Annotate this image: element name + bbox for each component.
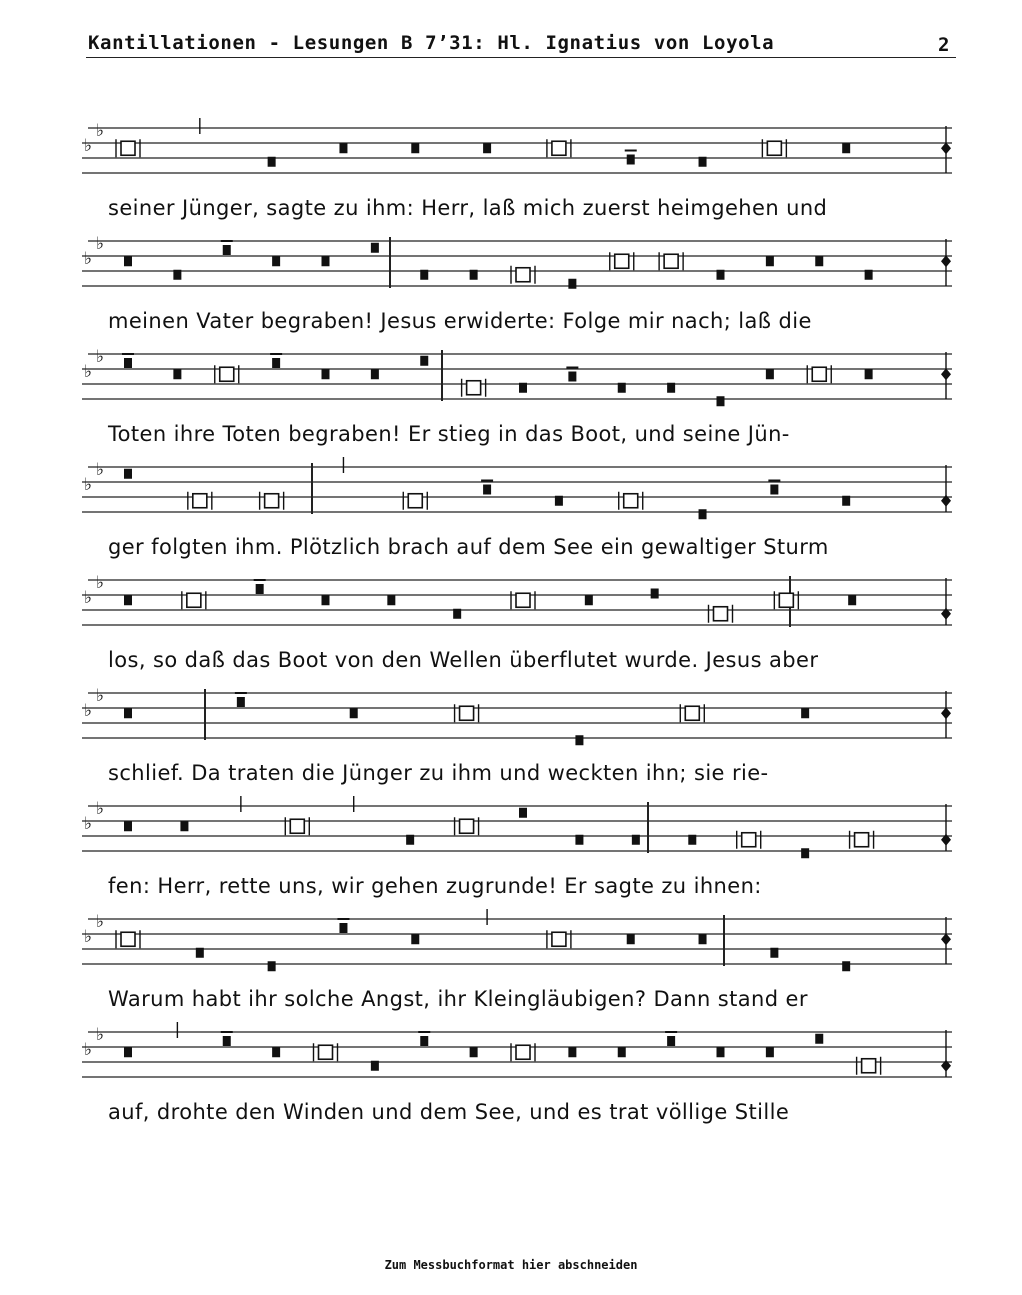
chant-note [256,584,264,594]
flat-icon: ♭ [84,814,93,834]
lyric-line-3: Toten ihre Toten begraben! Er stieg in das Boot, und seine Jün- [108,422,790,446]
chant-note [196,948,204,958]
chant-note [842,961,850,971]
chant-note [268,961,276,971]
chant-note [272,1047,280,1057]
chant-note [420,270,428,280]
flat-icon: ♭ [96,799,105,819]
chant-note [801,708,809,718]
chant-note [766,256,774,266]
reciting-note [552,141,566,155]
chant-note [371,1061,379,1071]
chant-note [339,143,347,153]
reciting-note [714,607,728,621]
chant-note [632,835,640,845]
reciting-note [220,367,234,381]
chant-note [842,143,850,153]
chant-note [699,934,707,944]
chant-note [411,934,419,944]
chant-note [627,934,635,944]
reciting-note [516,268,530,282]
chant-note [272,358,280,368]
chant-note [865,270,873,280]
chant-note [483,143,491,153]
chant-note [470,1047,478,1057]
chant-note [585,595,593,605]
chant-note [766,1047,774,1057]
chant-note [268,157,276,167]
staff-system-5 [82,573,952,627]
lyric-line-1: seiner Jünger, sagte zu ihm: Herr, laß mich zuerst heimgehen und [108,196,828,220]
chant-note [124,256,132,266]
flat-icon: ♭ [96,912,105,932]
staff-system-2 [82,234,952,289]
chant-note [371,369,379,379]
chant-note [420,1036,428,1046]
flat-icon: ♭ [84,701,93,721]
chant-note [124,469,132,479]
chant-note [770,485,778,495]
reciting-note [552,932,566,946]
flat-icon: ♭ [84,475,93,495]
chant-note [483,485,491,495]
chant-note [124,1047,132,1057]
chant-note [568,372,576,382]
chant-note [575,735,583,745]
flat-icon: ♭ [96,1025,105,1045]
chant-note [173,369,181,379]
final-note [941,933,951,945]
staff-system-7 [82,796,952,858]
flat-icon: ♭ [96,460,105,480]
lyric-line-4: ger folgten ihm. Plötzlich brach auf dem See ein gewaltiger Sturm [108,535,829,559]
chant-note [322,369,330,379]
reciting-note [767,141,781,155]
reciting-note [290,819,304,833]
chant-note [173,270,181,280]
chant-note [519,383,527,393]
chant-note [575,835,583,845]
chant-note [651,589,659,599]
chant-note [406,835,414,845]
reciting-note [121,932,135,946]
reciting-note [855,833,869,847]
final-note [941,255,951,267]
flat-icon: ♭ [84,136,93,156]
chant-note [470,270,478,280]
staff-system-8 [82,909,952,971]
chant-note [667,383,675,393]
chant-note [801,848,809,858]
reciting-note [516,1045,530,1059]
chant-note [420,356,428,366]
chant-note [815,256,823,266]
chant-note [699,509,707,519]
chant-note [717,396,725,406]
chant-note [180,821,188,831]
flat-icon: ♭ [96,573,105,593]
flat-icon: ♭ [84,362,93,382]
chant-note [842,496,850,506]
chant-note [848,595,856,605]
reciting-note [615,254,629,268]
final-note [941,707,951,719]
reciting-note [742,833,756,847]
lyric-line-7: fen: Herr, rette uns, wir gehen zugrunde! Er sagte zu ihnen: [108,874,762,898]
reciting-note [121,141,135,155]
reciting-note [467,381,481,395]
chant-note [766,369,774,379]
chant-note [322,595,330,605]
chant-note [865,369,873,379]
reciting-note [862,1059,876,1073]
reciting-note [664,254,678,268]
reciting-note [460,819,474,833]
flat-icon: ♭ [96,347,105,367]
flat-icon: ♭ [84,249,93,269]
lyric-line-2: meinen Vater begraben! Jesus erwiderte: Folge mir nach; laß die [108,309,812,333]
lyric-line-9: auf, drohte den Winden und dem See, und es trat völlige Stille [108,1100,790,1124]
flat-icon: ♭ [84,927,93,947]
chant-note [223,1036,231,1046]
reciting-note [685,706,699,720]
chant-note [717,270,725,280]
footer-cut-note: Zum Messbuchformat hier abschneiden [384,1258,638,1272]
chant-note [124,358,132,368]
chant-note [223,245,231,255]
staff-system-6 [82,686,952,745]
reciting-note [812,367,826,381]
reciting-note [779,593,793,607]
chant-note [815,1034,823,1044]
chant-note [770,948,778,958]
staff-system-3 [82,347,952,406]
chant-note [124,595,132,605]
flat-icon: ♭ [84,1040,93,1060]
chant-note [568,1047,576,1057]
chant-note [699,157,707,167]
chant-note [555,496,563,506]
reciting-note [187,593,201,607]
page-number: 2 [938,34,950,56]
chant-note [322,256,330,266]
chant-note [568,279,576,289]
chant-note [124,821,132,831]
chant-note [627,155,635,165]
chant-note [339,923,347,933]
page-header-title: Kantillationen - Lesungen B 7’31: Hl. Ignatius von Loyola [88,32,775,54]
chant-note [519,808,527,818]
chant-note [350,708,358,718]
chant-note [667,1036,675,1046]
lyric-line-8: Warum habt ihr solche Angst, ihr Kleingläubigen? Dann stand er [108,987,808,1011]
reciting-note [624,494,638,508]
flat-icon: ♭ [84,588,93,608]
chant-note [717,1047,725,1057]
chant-note [237,697,245,707]
lyric-line-6: schlief. Da traten die Jünger zu ihm und weckten ihn; sie rie- [108,761,769,785]
chant-note [618,383,626,393]
chant-note [124,708,132,718]
flat-icon: ♭ [96,234,105,254]
chant-note [387,595,395,605]
flat-icon: ♭ [96,686,105,706]
reciting-note [265,494,279,508]
staff-system-1 [82,118,952,173]
staff-system-9 [82,1022,952,1077]
chant-note [371,243,379,253]
reciting-note [408,494,422,508]
chant-note [688,835,696,845]
reciting-note [460,706,474,720]
chant-note [411,143,419,153]
final-note [941,368,951,380]
chant-note [453,609,461,619]
lyric-line-5: los, so daß das Boot von den Wellen überflutet wurde. Jesus aber [108,648,819,672]
reciting-note [516,593,530,607]
chant-note [272,256,280,266]
reciting-note [193,494,207,508]
chant-note [618,1047,626,1057]
reciting-note [319,1045,333,1059]
staff-system-4 [82,457,952,519]
final-note [941,142,951,154]
flat-icon: ♭ [96,121,105,141]
